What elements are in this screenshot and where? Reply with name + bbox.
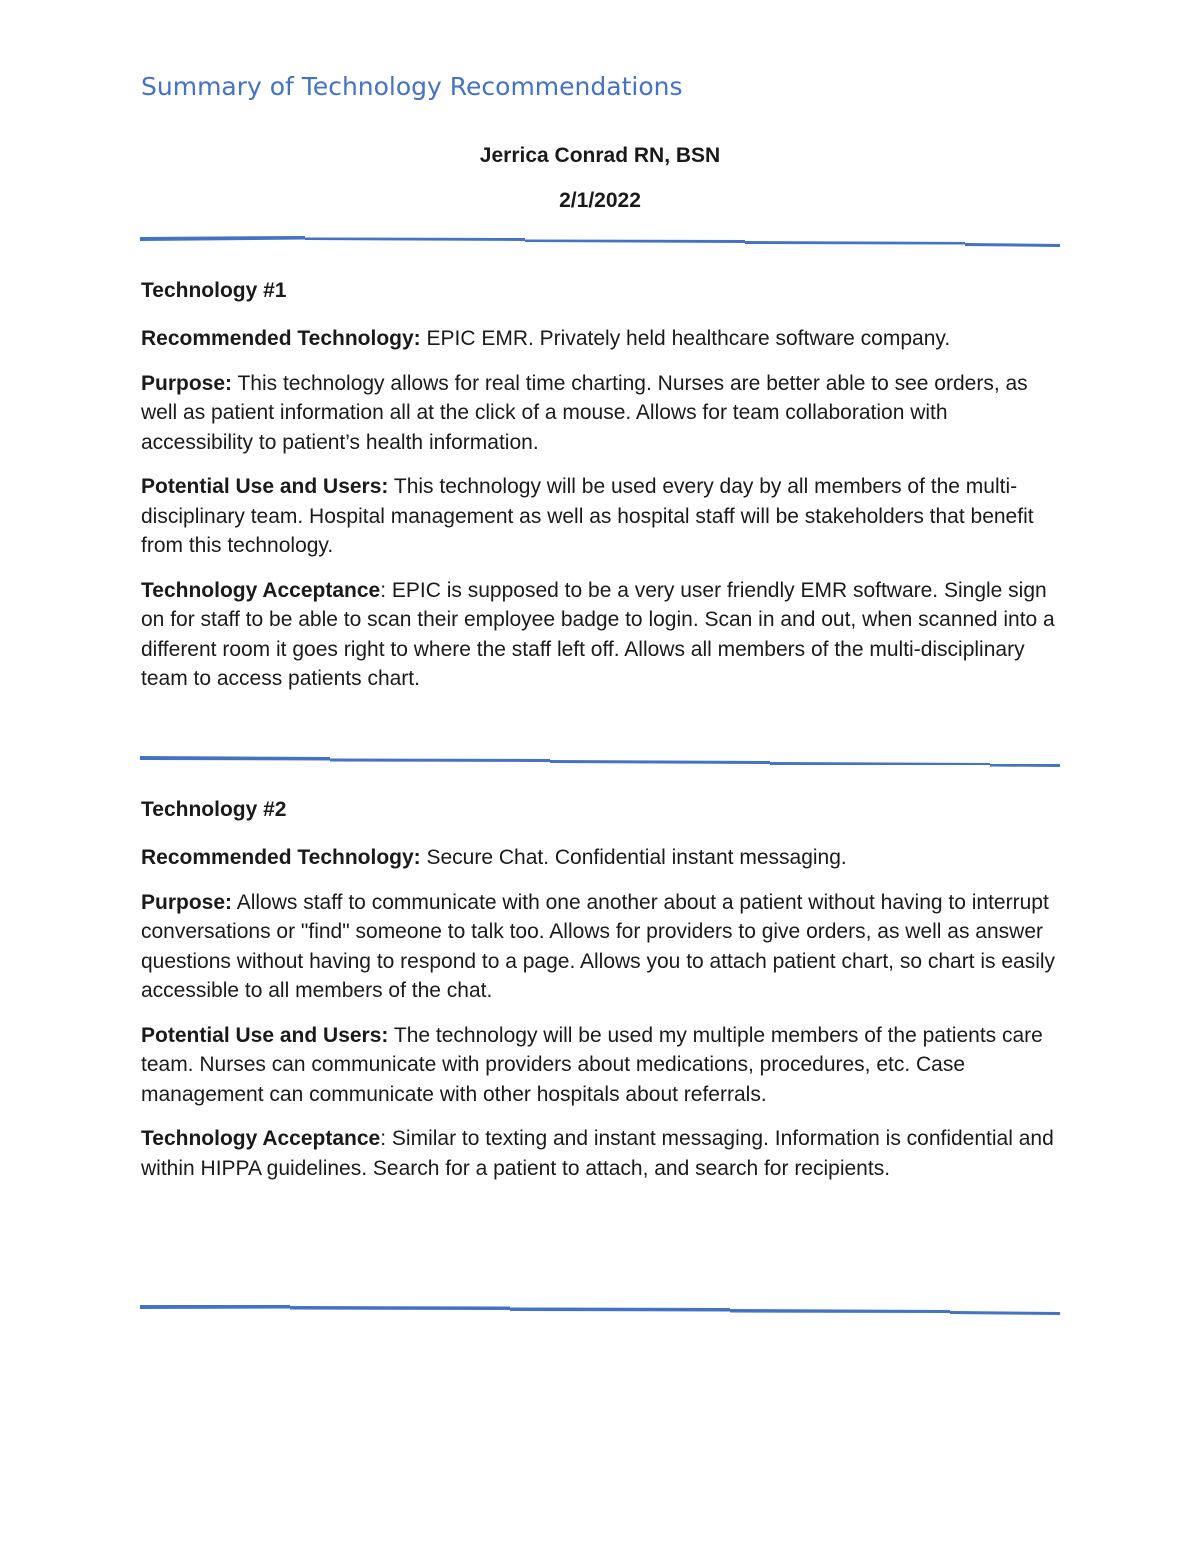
section-divider [140, 1302, 1060, 1316]
acceptance-label: Technology Acceptance [141, 1127, 381, 1150]
use-text: This technology will be used every day by all members of the multi-disciplinary team. Hospital management as well as hospital staff will be stakeholders that benefit from this technology. [141, 475, 1034, 557]
purpose-label: Purpose: [141, 890, 233, 914]
acceptance-label: Technology Acceptance [141, 578, 381, 602]
recommended-technology [141, 843, 1061, 873]
purpose [141, 888, 1061, 1006]
purpose-text: Allows staff to communicate with one another about a patient without having to interrupt conversations or "find" someone to talk too. Allows for providers to give orders, as well as answer questions without having to respond to a page. Allows you to attach patient chart, so chart is easily accessible to all members of the chat. [141, 890, 1056, 1002]
author-name: Jerrica Conrad RN, BSN [479, 144, 721, 167]
technology-acceptance [141, 576, 1061, 694]
recommended-text: EPIC EMR. Privately held healthcare software company. [420, 327, 951, 350]
use-label: Potential Use and Users: [141, 475, 389, 498]
purpose [141, 369, 1061, 458]
acceptance-text: : EPIC is supposed to be a very user friendly EMR software. Single sign on for staff to be able to scan their employee badge to login. Scan in and out, when scanned into a different room it goes right to where the staff left off. Allows all members of the multi-disciplinary team to access patients chart. [141, 578, 1055, 690]
technology-heading: Technology #2 [141, 798, 287, 821]
potential-use-and-users [141, 472, 1061, 561]
use-text: The technology will be used my multiple members of the patients care team. Nurses can communicate with providers about medications, procedures, etc. Case management can communicate with other hospitals about referrals. [141, 1023, 1043, 1106]
potential-use-and-users [141, 1021, 1061, 1110]
document-date: 2/1/2022 [559, 189, 641, 212]
technology-section-1 [141, 278, 1061, 709]
use-label: Potential Use and Users: [141, 1023, 389, 1047]
acceptance-text: : Similar to texting and instant messaging. Information is confidential and within HIPPA guidelines. Search for a patient to attach, and search for recipients. [141, 1127, 1054, 1180]
purpose-text: This technology allows for real time charting. Nurses are better able to see orders, as well as patient information all at the click of a mouse. Allows for team collaboration with accessibility to patient’s health information. [141, 371, 1028, 454]
recommended-technology [141, 324, 1061, 354]
section-divider [140, 234, 1060, 248]
technology-acceptance [141, 1124, 1061, 1183]
section-divider [140, 754, 1060, 768]
recommended-label: Recommended Technology: [141, 846, 421, 869]
technology-heading: Technology #1 [141, 279, 287, 302]
technology-section-2 [141, 797, 1061, 1198]
recommended-text: Secure Chat. Confidential instant messaging. [420, 846, 847, 869]
recommended-label: Recommended Technology: [141, 327, 421, 350]
document-title: Summary of Technology Recommendations [141, 72, 683, 101]
purpose-label: Purpose: [141, 371, 233, 395]
